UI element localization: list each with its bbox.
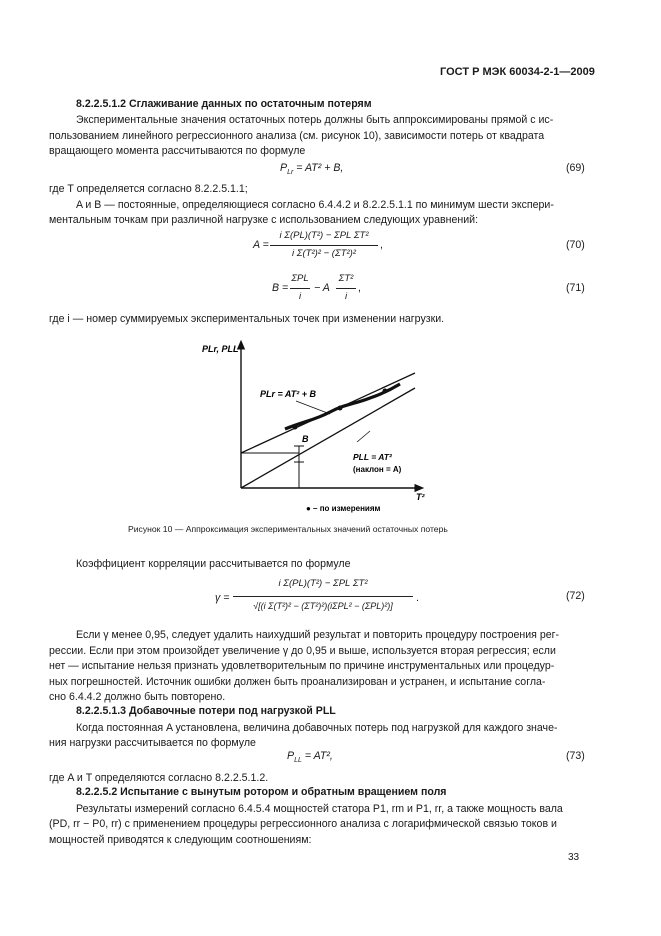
label-b: B xyxy=(302,434,309,444)
paragraph-line: ментальным точкам при различной нагрузке с использованием следующих уравнений: xyxy=(49,214,479,226)
figure-caption: Рисунок 10 — Аппроксимация экспериментальных значений остаточных потерь xyxy=(128,524,448,534)
where-clause: где A и T определяются согласно 8.2.2.5.1.2. xyxy=(49,772,269,784)
paragraph-line: рессии. Если при этом произойдет увеличение γ до 0,95 и выше, используется вторая регрессия; если xyxy=(49,644,556,657)
label-leader-upper xyxy=(296,401,330,414)
paragraph-line: Когда постоянная A установлена, величина добавочных потерь под нагрузкой для каждого значе- xyxy=(76,721,558,734)
equation-number: (70) xyxy=(566,239,585,251)
paragraph-line: нет — испытание нельзя признать удовлетворительным по причине инструментальных или процедур- xyxy=(49,660,555,672)
equation-number: (71) xyxy=(566,282,585,294)
standard-header: ГОСТ Р МЭК 60034-2-1—2009 xyxy=(440,66,595,78)
paragraph-line: Результаты измерений согласно 6.4.5.4 мощностей статора P1, rm и P1, rr, а также мощность вала xyxy=(76,802,563,815)
paragraph-line: пользованием линейного регрессионного анализа (см. рисунок 10), зависимости потерь от квадрата xyxy=(49,129,545,142)
paragraph-line: вращающего момента рассчитываются по формуле xyxy=(49,145,306,157)
equation-number: (69) xyxy=(566,162,585,174)
paragraph-line: мощностей приводятся к следующим соотношениям: xyxy=(49,833,312,846)
paragraph-line: Если γ менее 0,95, следует удалить наихудший результат и повторить процедуру построения рег- xyxy=(76,629,560,641)
section-title-rotor-removed: 8.2.2.5.2 Испытание с вынутым ротором и обратным вращением поля xyxy=(76,786,447,798)
data-point xyxy=(293,425,298,430)
paragraph-line: A и B — постоянные, определяющиеся согласно 6.4.4.2 и 8.2.2.5.1.1 по минимум шести экспери- xyxy=(76,198,554,211)
data-point xyxy=(338,406,343,411)
data-point xyxy=(383,389,388,394)
where-clause: где T определяется согласно 8.2.2.5.1.1; xyxy=(49,183,248,195)
paragraph-line: ния нагрузки рассчитывается по формуле xyxy=(49,737,256,749)
figure-legend: ● – по измерениям xyxy=(306,504,381,513)
equation-number: (73) xyxy=(566,750,585,762)
y-axis-label: PLr, PLL xyxy=(202,344,239,354)
paragraph-line: Экспериментальные значения остаточных потерь должны быть аппроксимированы прямой с ис- xyxy=(76,114,554,126)
label-slope: (наклон = A) xyxy=(353,465,402,474)
paragraph-line: Коэффициент корреляции рассчитывается по формуле xyxy=(76,558,351,570)
paragraph-line: сно 6.4.4.2 должно быть повторено. xyxy=(49,691,226,703)
figure-10 xyxy=(190,336,450,516)
section-title-smoothing: 8.2.2.5.1.2 Сглаживание данных по остаточным потерям xyxy=(76,98,372,110)
paragraph-line: (PD, rr − P0, rr) с применением процедуры регрессионного анализа с логарифмической связью токов и xyxy=(49,818,557,830)
x-axis-label: T² xyxy=(416,492,425,502)
label-plr: PLr = AT² + B xyxy=(260,389,317,399)
section-title-additional-losses: 8.2.2.5.1.3 Добавочные потери под нагрузкой PLL xyxy=(76,705,336,717)
page-number: 33 xyxy=(568,852,580,863)
label-pll: PLL = AT² xyxy=(353,452,392,462)
label-leader-lower xyxy=(357,431,370,442)
where-clause: где i — номер суммируемых экспериментальных точек при изменении нагрузки. xyxy=(49,313,445,325)
paragraph-line: ных погрешностей. Источник ошибки должен быть проанализирован и устранен, и испытание согла- xyxy=(49,675,546,688)
equation-number: (72) xyxy=(566,590,585,602)
equation-69: $P_{Lr} = AT^2 + B$, xyxy=(280,162,344,177)
equation-73: $P_{LL} = AT^2$, xyxy=(287,750,333,765)
